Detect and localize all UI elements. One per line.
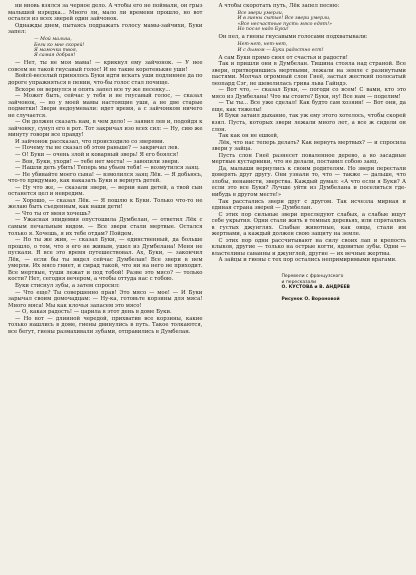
verse-line: И с дымом — Буки радостно ест! bbox=[237, 47, 324, 53]
paragraph: С этих пор сильные звери преследуют слабых, а слабые ищут себе укрытия. Одни стали жить в темных деревьях, или спрятались в густых джунглях. Слабые животные, как овцы, стали им жертвами, а каждый должен свою защиту на земле. bbox=[211, 211, 406, 238]
right-column bbox=[212, 3, 407, 575]
paragraph: А зайцы и гиены с тех пор остались непримиримыми врагами. bbox=[218, 257, 397, 264]
paragraph: — Вон, Буки, уходи! — тебе нет места! — завопили звери. bbox=[15, 158, 180, 165]
left-column bbox=[8, 3, 203, 575]
paragraph: А чтобы скоротать путь, Лёк запел песню: bbox=[218, 3, 340, 9]
paragraph: Он пел, а гиены гнусавыми голосами подхватывали: bbox=[218, 34, 368, 41]
credits-line: и пересказали bbox=[281, 279, 317, 285]
paragraph: — Он должен сказать нам, в чем дело! — заявил лев и, подойдя к зайчонку, сунул его в рот. Тот закричал изо всех сил: — Ну, сию же минуту говори все правду! bbox=[8, 119, 203, 139]
paragraph: Вскоре он вернулся и опять запел все ту же песенку... bbox=[15, 86, 171, 93]
paragraph: Так расстались звери друг с другом. Так исчезла мирная и единая страна зверей — Думбелан. bbox=[211, 198, 406, 212]
paragraph: — Что ты от меня хочешь? bbox=[15, 210, 91, 217]
paragraph: — Но вот — длинной чередой, прихватив все корзины, какие только нашлись в доме, гиены двинулись в путь. Такое толкаются, все бегут, гиены размахивали зубами, отправились в Думбелан. bbox=[8, 315, 203, 335]
verse-line: Я мамочка твоя, bbox=[34, 48, 78, 54]
paragraph: С этих пор одни рассчитывают на силу своих лап и крепость клыков, другие — только на острые когти, ядовитые зубы. Одни — властелины саванны и джунглей, другие — их вечные жертвы. bbox=[211, 237, 406, 257]
paragraph: Так и пришли они в Думбелан. Тишина стояла над страной. Все звери, притворившись мертвыми, лежали на земле с разинутыми пастями. Молчал огромный слон Гнеё, застыл жесткий полосатый леопард Сэг, не шевелилась грива льва Гайндэ. bbox=[211, 61, 406, 87]
verse-line: И в гиены сытые! Все звери умерли, bbox=[237, 16, 331, 22]
verse-line: — Мой малыш, bbox=[34, 37, 72, 43]
paragraph: — Может быть, сейчас у тебя и не гнусавый голос, — сказал зайчонок, — но у моей мамы настоящие уши, а не две старые подметки! Звери недоумевали: идет время, а с зайчонком ничего не случается. bbox=[8, 93, 203, 119]
verse-line: Беги ко мне скорей! bbox=[34, 42, 85, 48]
paragraph: — Что еще? Ты совершенно прав! Это мясо — мое! — И Буки зарычал своим домочадцам: — Ну-ка, готовьте корзины для мяса! Много мяса! Мы как клочья запасем это мясо! bbox=[8, 289, 203, 309]
paragraph: — Ужасная эпидемия опустошила Думбелан, — ответил Лёк с самым печальным видом. — Все звери стали мертвые. Остался только я. Хочешь, я их тебе отдам? Пойдем. bbox=[8, 217, 203, 237]
paragraph: — О! Буки — очень злой и коварный зверь! Я его боялся! bbox=[15, 152, 179, 159]
song-verse bbox=[238, 11, 407, 33]
paragraph: Пусть слон Гнеё разнесет поваленное дерево, а во засадные мертвые кустарники, что не делали, поставил собою заяц. bbox=[211, 152, 406, 166]
illustrator-credit: Рисунок О. Вороновой bbox=[281, 296, 340, 302]
verse-line: «Все несчастные пусть мясо едят!» bbox=[237, 21, 332, 27]
paragraph: — Вот что, — сказал Буки, — погоди со всем! С вами, кто это мясо из Думбелана! Что вы стоите? Буки, ну! Все нам — поделим! bbox=[211, 87, 406, 100]
paragraph: Войсё-веселый принялось Буки идти искать уши подлиннее да по дороге упражняться в пении, что-бы голос стал почище. bbox=[8, 73, 203, 86]
verse-line: Нет-нет, нет-нет, bbox=[237, 42, 288, 48]
paragraph: Однажды днем, пытаясь подражать голосу мамы-зайчихи, Буки запел: bbox=[8, 22, 203, 36]
paragraph: И зайчонок рассказал, что происходило со зверями. bbox=[15, 138, 165, 145]
paragraph: — Не убивайте моего сына! — взмолился заяц Лёк. — Я добьюсь, что-то придумаю, как наказать Буки и вернуть детей. bbox=[8, 171, 203, 185]
paragraph: И Буки затаил дыхание, так уж ему этого хотелось, чтобы скорей взял. Пусть, которых звери лежали много лет, а все ж сидели он слон. bbox=[211, 113, 406, 133]
credits-line: Перевели с французского bbox=[281, 274, 344, 280]
verse-line: Но после надо Буки! bbox=[237, 27, 289, 33]
verse-line: Все звери умерли, bbox=[237, 11, 284, 17]
paragraph: — Но ты же жив, — сказал Буки, — единственный, да больше прошло, о том, что я его не живым, ушел из Думбелана! Меня не пускали. Я все это время путешествовал. Ах, Буки, — закончил Лёк, — если бы ты видел сейчас Думбелан! Все звери в нем умерли. Их мясо гниет, и смрад такой, что ни на него не приходит. Все мертвые, туши лежат и под тобой! Разве это мясо? — только кости? Нет, сегодня вечером, а чтобы оттуда нас с тобою. bbox=[8, 237, 203, 283]
paragraph: ни вновь взялся за черное дело. А чтобы его не поймали, он грыз малышей изредка... Много ли, мало ли времени прошло, но вот остался из всех зверей один зайчонок. bbox=[8, 3, 203, 23]
verse-line: Я самая добрая! bbox=[34, 53, 76, 59]
paragraph: Так как он не ешкей, bbox=[218, 133, 279, 140]
credits-block bbox=[212, 274, 407, 302]
song-verse bbox=[34, 37, 203, 59]
paragraph: — Нет, ты не моя мама! — крикнул ему зайчонок. — У нее совсем не такой гнусавый голос! И не такие коротенькие уши! bbox=[8, 60, 203, 73]
paragraph: Да, малыши вернулись к своим родителям. Но звери перестали доверять друг другу. Они узнали то, что — также — дальше, что злобы, ненависти, зверства. Каждый думал: «А что если я Буки? А если это все Буки? Лучше уйти из Думбелана и поселиться где-нибудь в другом месте!» bbox=[211, 165, 406, 199]
paragraph: Буки стиснул зубы, а затем спросил: bbox=[15, 282, 120, 289]
paragraph: — Хорошо, — сказал Лёк. — Я пошлю к Буки. Только что-то не желаю быть съеденным, как наши дети! bbox=[8, 197, 203, 211]
paragraph: — Ну что же, — сказали звери, — верни нам детей, а твой сын останется цел и невредим. bbox=[8, 184, 203, 198]
paragraph: — Почему ты не сказал об этом раньше? — закричал лев. bbox=[15, 145, 180, 152]
paragraph: А сам Буки прямо сиял от счастья и радости! bbox=[218, 54, 348, 61]
paragraph: — О, какая радость! — царила в этот день в доме Буки. bbox=[15, 309, 172, 316]
paragraph: Лёк, что нас теперь делать? Как вернуть мертвых? — и спросила звери у зайца. bbox=[211, 139, 406, 153]
paragraph: — Нашли деть убить! Теперь мы убьем тебя! — возмутился заяц. bbox=[15, 165, 200, 172]
translators-names: О. КУСТОВА и В. АНДРЕЕВ bbox=[281, 285, 350, 291]
paragraph: — Ты ты... Все уже сделал! Как будто сам хозяин! — Вот они, да еще, как тяжелы! bbox=[211, 100, 406, 113]
text-columns bbox=[8, 3, 406, 575]
song-refrain bbox=[238, 42, 407, 53]
